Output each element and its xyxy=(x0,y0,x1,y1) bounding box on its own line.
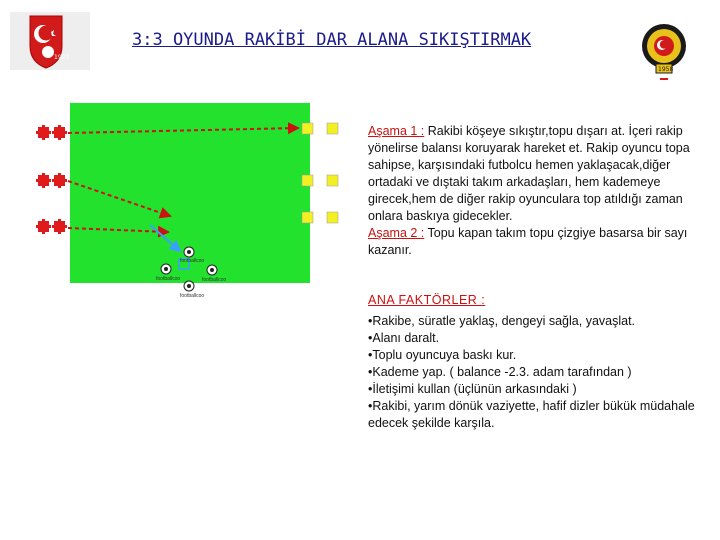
phase-2-heading: Aşama 2 : xyxy=(368,226,425,240)
yellow-cone xyxy=(302,123,313,134)
red-cone xyxy=(36,219,51,234)
player-label: footballcoo xyxy=(202,277,227,283)
pass-arrow xyxy=(68,181,170,216)
yellow-cones xyxy=(302,123,338,223)
factor-item: •Toplu oyuncuya baskı kur. xyxy=(368,348,517,362)
logo-year: 1923 xyxy=(54,54,70,61)
logo-year: 1958 xyxy=(658,66,674,73)
player xyxy=(184,281,194,291)
phase-1-heading: Aşama 1 : xyxy=(368,124,425,138)
phase-1-text: Rakibi köşeye sıkıştır,topu dışarı at. İçeri rakip yönelirse balansı koruyarak hareket et. Rakip oyuncu topa sahipse, karşısındaki futbolcu hemen yaklaşacak,diğer ortadaki ve dıştaki takım arkadaşları, hem kademeye girecek,hem de diğer rakip oyunculara top atıldığı zaman onlara baskıya gidecekler. xyxy=(368,124,690,223)
red-cone xyxy=(52,219,67,234)
pressure-arrow xyxy=(150,225,180,251)
red-cone xyxy=(52,125,67,140)
yellow-cone xyxy=(302,175,313,186)
yellow-cone xyxy=(327,175,338,186)
player xyxy=(184,247,194,257)
phase-2-text: Topu kapan takım topu çizgiye basarsa bir sayı kazanır. xyxy=(368,226,688,257)
red-cone xyxy=(36,173,51,188)
factor-item: •İletişimi kullan (üçlünün arkasındaki ) xyxy=(368,382,577,396)
red-cone xyxy=(36,125,51,140)
pass-arrow xyxy=(68,128,298,133)
key-factors xyxy=(368,292,708,432)
page-title: 3:3 OYUNDA RAKİBİ DAR ALANA SIKIŞTIRMAK xyxy=(132,30,532,50)
factor-item: •Rakibi, yarım dönük vaziyette, hafif dizler bükük müdahale edecek şekilde karşıla. xyxy=(368,399,695,430)
drill-description xyxy=(368,123,698,259)
player xyxy=(207,265,217,275)
red-cone xyxy=(52,173,67,188)
player-label: footballcoo xyxy=(180,258,205,264)
player xyxy=(161,264,171,274)
key-factors-title: ANA FAKTÖRLER : xyxy=(368,293,486,307)
factor-item: •Kademe yap. ( balance -2.3. adam tarafından ) xyxy=(368,365,632,379)
red-cones xyxy=(36,125,67,234)
player-label: footballcoo xyxy=(156,276,181,282)
factor-item: •Rakibe, süratle yaklaş, dengeyi sağla, yavaşlat. xyxy=(368,314,636,328)
yellow-cone xyxy=(302,212,313,223)
yellow-cone xyxy=(327,123,338,134)
player-label: footballcoo xyxy=(180,293,205,299)
yellow-cone xyxy=(327,212,338,223)
factor-item: •Alanı daralt. xyxy=(368,331,440,345)
